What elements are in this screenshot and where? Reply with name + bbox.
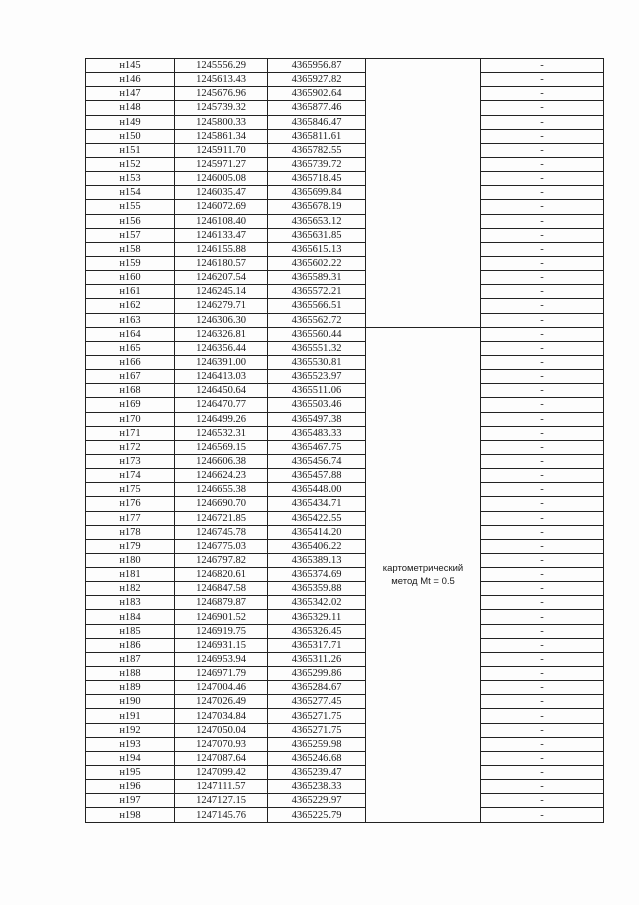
table-row <box>86 539 604 553</box>
method-cell <box>366 327 481 822</box>
point-name-cell: н151 <box>86 143 175 157</box>
y-coordinate-cell: 4365406.22 <box>268 539 366 553</box>
dash-cell: - <box>481 539 604 553</box>
y-coordinate-cell: 4365653.12 <box>268 214 366 228</box>
y-coordinate-cell: 4365238.33 <box>268 780 366 794</box>
table-row <box>86 751 604 765</box>
y-coordinate-cell: 4365699.84 <box>268 186 366 200</box>
x-coordinate-cell: 1246745.78 <box>175 525 268 539</box>
coordinates-table <box>85 58 604 823</box>
y-coordinate-cell: 4365503.46 <box>268 398 366 412</box>
table-row <box>86 370 604 384</box>
y-coordinate-cell: 4365678.19 <box>268 200 366 214</box>
x-coordinate-cell: 1245861.34 <box>175 129 268 143</box>
point-name-cell: н148 <box>86 101 175 115</box>
point-name-cell: н168 <box>86 384 175 398</box>
point-name-cell: н193 <box>86 737 175 751</box>
table-row <box>86 681 604 695</box>
table-row <box>86 568 604 582</box>
point-name-cell: н162 <box>86 299 175 313</box>
x-coordinate-cell: 1245971.27 <box>175 157 268 171</box>
y-coordinate-cell: 4365530.81 <box>268 355 366 369</box>
y-coordinate-cell: 4365434.71 <box>268 497 366 511</box>
x-coordinate-cell: 1246499.26 <box>175 412 268 426</box>
y-coordinate-cell: 4365782.55 <box>268 143 366 157</box>
y-coordinate-cell: 4365271.75 <box>268 723 366 737</box>
y-coordinate-cell: 4365589.31 <box>268 271 366 285</box>
table-row <box>86 256 604 270</box>
y-coordinate-cell: 4365414.20 <box>268 525 366 539</box>
x-coordinate-cell: 1246356.44 <box>175 341 268 355</box>
point-name-cell: н154 <box>86 186 175 200</box>
dash-cell: - <box>481 737 604 751</box>
point-name-cell: н179 <box>86 539 175 553</box>
dash-cell: - <box>481 525 604 539</box>
dash-cell: - <box>481 610 604 624</box>
point-name-cell: н194 <box>86 751 175 765</box>
point-name-cell: н198 <box>86 808 175 822</box>
point-name-cell: н186 <box>86 638 175 652</box>
x-coordinate-cell: 1246624.23 <box>175 469 268 483</box>
x-coordinate-cell: 1245739.32 <box>175 101 268 115</box>
x-coordinate-cell: 1245613.43 <box>175 73 268 87</box>
x-coordinate-cell: 1246279.71 <box>175 299 268 313</box>
y-coordinate-cell: 4365902.64 <box>268 87 366 101</box>
table-row <box>86 214 604 228</box>
y-coordinate-cell: 4365284.67 <box>268 681 366 695</box>
dash-cell: - <box>481 624 604 638</box>
x-coordinate-cell: 1246391.00 <box>175 355 268 369</box>
table-row <box>86 59 604 73</box>
x-coordinate-cell: 1246901.52 <box>175 610 268 624</box>
point-name-cell: н187 <box>86 652 175 666</box>
y-coordinate-cell: 4365551.32 <box>268 341 366 355</box>
x-coordinate-cell: 1246690.70 <box>175 497 268 511</box>
dash-cell: - <box>481 214 604 228</box>
point-name-cell: н157 <box>86 228 175 242</box>
dash-cell: - <box>481 143 604 157</box>
table-row <box>86 426 604 440</box>
point-name-cell: н165 <box>86 341 175 355</box>
point-name-cell: н167 <box>86 370 175 384</box>
dash-cell: - <box>481 469 604 483</box>
table-row <box>86 384 604 398</box>
dash-cell: - <box>481 285 604 299</box>
dash-cell: - <box>481 454 604 468</box>
x-coordinate-cell: 1245556.29 <box>175 59 268 73</box>
y-coordinate-cell: 4365718.45 <box>268 172 366 186</box>
dash-cell: - <box>481 370 604 384</box>
y-coordinate-cell: 4365739.72 <box>268 157 366 171</box>
dash-cell: - <box>481 398 604 412</box>
method-label-line2: метод Mt = 0.5 <box>391 575 455 587</box>
y-coordinate-cell: 4365342.02 <box>268 596 366 610</box>
point-name-cell: н156 <box>86 214 175 228</box>
table-row <box>86 737 604 751</box>
table-row <box>86 355 604 369</box>
y-coordinate-cell: 4365811.61 <box>268 129 366 143</box>
x-coordinate-cell: 1246953.94 <box>175 652 268 666</box>
dash-cell: - <box>481 681 604 695</box>
y-coordinate-cell: 4365422.55 <box>268 511 366 525</box>
x-coordinate-cell: 1246655.38 <box>175 483 268 497</box>
y-coordinate-cell: 4365927.82 <box>268 73 366 87</box>
table-row <box>86 624 604 638</box>
x-coordinate-cell: 1245800.33 <box>175 115 268 129</box>
table-row <box>86 285 604 299</box>
point-name-cell: н161 <box>86 285 175 299</box>
table-row <box>86 412 604 426</box>
x-coordinate-cell: 1246450.64 <box>175 384 268 398</box>
x-coordinate-cell: 1246879.87 <box>175 596 268 610</box>
x-coordinate-cell: 1246721.85 <box>175 511 268 525</box>
point-name-cell: н191 <box>86 709 175 723</box>
point-name-cell: н181 <box>86 568 175 582</box>
y-coordinate-cell: 4365846.47 <box>268 115 366 129</box>
table-row <box>86 87 604 101</box>
dash-cell: - <box>481 59 604 73</box>
dash-cell: - <box>481 101 604 115</box>
y-coordinate-cell: 4365956.87 <box>268 59 366 73</box>
table-row <box>86 596 604 610</box>
dash-cell: - <box>481 723 604 737</box>
x-coordinate-cell: 1245911.70 <box>175 143 268 157</box>
table-row <box>86 299 604 313</box>
x-coordinate-cell: 1247127.15 <box>175 794 268 808</box>
x-coordinate-cell: 1246133.47 <box>175 228 268 242</box>
y-coordinate-cell: 4365359.88 <box>268 582 366 596</box>
dash-cell: - <box>481 652 604 666</box>
y-coordinate-cell: 4365456.74 <box>268 454 366 468</box>
dash-cell: - <box>481 299 604 313</box>
x-coordinate-cell: 1247099.42 <box>175 766 268 780</box>
y-coordinate-cell: 4365497.38 <box>268 412 366 426</box>
table-row <box>86 200 604 214</box>
x-coordinate-cell: 1246207.54 <box>175 271 268 285</box>
point-name-cell: н159 <box>86 256 175 270</box>
point-name-cell: н184 <box>86 610 175 624</box>
y-coordinate-cell: 4365225.79 <box>268 808 366 822</box>
table-row <box>86 440 604 454</box>
y-coordinate-cell: 4365457.88 <box>268 469 366 483</box>
point-name-cell: н166 <box>86 355 175 369</box>
y-coordinate-cell: 4365374.69 <box>268 568 366 582</box>
point-name-cell: н185 <box>86 624 175 638</box>
dash-cell: - <box>481 271 604 285</box>
point-name-cell: н197 <box>86 794 175 808</box>
table-row <box>86 454 604 468</box>
dash-cell: - <box>481 341 604 355</box>
point-name-cell: н174 <box>86 469 175 483</box>
dash-cell: - <box>481 313 604 327</box>
dash-cell: - <box>481 808 604 822</box>
y-coordinate-cell: 4365523.97 <box>268 370 366 384</box>
dash-cell: - <box>481 596 604 610</box>
y-coordinate-cell: 4365615.13 <box>268 242 366 256</box>
x-coordinate-cell: 1246820.61 <box>175 568 268 582</box>
x-coordinate-cell: 1246005.08 <box>175 172 268 186</box>
table-row <box>86 157 604 171</box>
dash-cell: - <box>481 511 604 525</box>
dash-cell: - <box>481 172 604 186</box>
x-coordinate-cell: 1246180.57 <box>175 256 268 270</box>
table-row <box>86 794 604 808</box>
y-coordinate-cell: 4365259.98 <box>268 737 366 751</box>
dash-cell: - <box>481 327 604 341</box>
y-coordinate-cell: 4365317.71 <box>268 638 366 652</box>
point-name-cell: н146 <box>86 73 175 87</box>
y-coordinate-cell: 4365271.75 <box>268 709 366 723</box>
dash-cell: - <box>481 256 604 270</box>
table-row <box>86 228 604 242</box>
dash-cell: - <box>481 794 604 808</box>
point-name-cell: н172 <box>86 440 175 454</box>
point-name-cell: н196 <box>86 780 175 794</box>
table-row <box>86 723 604 737</box>
y-coordinate-cell: 4365566.51 <box>268 299 366 313</box>
table-row <box>86 172 604 186</box>
table-row <box>86 242 604 256</box>
x-coordinate-cell: 1246606.38 <box>175 454 268 468</box>
dash-cell: - <box>481 200 604 214</box>
coordinates-table-body <box>86 59 604 823</box>
y-coordinate-cell: 4365299.86 <box>268 667 366 681</box>
point-name-cell: н163 <box>86 313 175 327</box>
point-name-cell: н183 <box>86 596 175 610</box>
point-name-cell: н173 <box>86 454 175 468</box>
table-row <box>86 652 604 666</box>
dash-cell: - <box>481 766 604 780</box>
x-coordinate-cell: 1246306.30 <box>175 313 268 327</box>
table-row <box>86 129 604 143</box>
point-name-cell: н170 <box>86 412 175 426</box>
x-coordinate-cell: 1246470.77 <box>175 398 268 412</box>
table-row <box>86 695 604 709</box>
dash-cell: - <box>481 87 604 101</box>
x-coordinate-cell: 1246797.82 <box>175 553 268 567</box>
table-row <box>86 341 604 355</box>
point-name-cell: н192 <box>86 723 175 737</box>
table-row <box>86 101 604 115</box>
y-coordinate-cell: 4365246.68 <box>268 751 366 765</box>
x-coordinate-cell: 1247111.57 <box>175 780 268 794</box>
point-name-cell: н169 <box>86 398 175 412</box>
x-coordinate-cell: 1246532.31 <box>175 426 268 440</box>
x-coordinate-cell: 1247050.04 <box>175 723 268 737</box>
x-coordinate-cell: 1246108.40 <box>175 214 268 228</box>
x-coordinate-cell: 1245676.96 <box>175 87 268 101</box>
y-coordinate-cell: 4365572.21 <box>268 285 366 299</box>
dash-cell: - <box>481 553 604 567</box>
point-name-cell: н171 <box>86 426 175 440</box>
x-coordinate-cell: 1246971.79 <box>175 667 268 681</box>
table-row <box>86 709 604 723</box>
dash-cell: - <box>481 751 604 765</box>
y-coordinate-cell: 4365560.44 <box>268 327 366 341</box>
dash-cell: - <box>481 412 604 426</box>
table-row <box>86 469 604 483</box>
x-coordinate-cell: 1246847.58 <box>175 582 268 596</box>
dash-cell: - <box>481 483 604 497</box>
x-coordinate-cell: 1247145.76 <box>175 808 268 822</box>
point-name-cell: н177 <box>86 511 175 525</box>
x-coordinate-cell: 1246569.15 <box>175 440 268 454</box>
dash-cell: - <box>481 157 604 171</box>
dash-cell: - <box>481 426 604 440</box>
x-coordinate-cell: 1246245.14 <box>175 285 268 299</box>
point-name-cell: н182 <box>86 582 175 596</box>
dash-cell: - <box>481 384 604 398</box>
table-row <box>86 553 604 567</box>
y-coordinate-cell: 4365562.72 <box>268 313 366 327</box>
point-name-cell: н147 <box>86 87 175 101</box>
table-row <box>86 271 604 285</box>
point-name-cell: н152 <box>86 157 175 171</box>
table-row <box>86 667 604 681</box>
x-coordinate-cell: 1246035.47 <box>175 186 268 200</box>
table-row <box>86 766 604 780</box>
point-name-cell: н149 <box>86 115 175 129</box>
method-cell-empty <box>366 59 481 328</box>
x-coordinate-cell: 1246072.69 <box>175 200 268 214</box>
x-coordinate-cell: 1246919.75 <box>175 624 268 638</box>
point-name-cell: н164 <box>86 327 175 341</box>
dash-cell: - <box>481 440 604 454</box>
y-coordinate-cell: 4365239.47 <box>268 766 366 780</box>
dash-cell: - <box>481 568 604 582</box>
dash-cell: - <box>481 497 604 511</box>
dash-cell: - <box>481 695 604 709</box>
point-name-cell: н188 <box>86 667 175 681</box>
point-name-cell: н150 <box>86 129 175 143</box>
table-row <box>86 511 604 525</box>
dash-cell: - <box>481 709 604 723</box>
dash-cell: - <box>481 115 604 129</box>
y-coordinate-cell: 4365448.00 <box>268 483 366 497</box>
table-row <box>86 525 604 539</box>
y-coordinate-cell: 4365877.46 <box>268 101 366 115</box>
table-row <box>86 186 604 200</box>
dash-cell: - <box>481 242 604 256</box>
point-name-cell: н176 <box>86 497 175 511</box>
x-coordinate-cell: 1246155.88 <box>175 242 268 256</box>
point-name-cell: н175 <box>86 483 175 497</box>
point-name-cell: н153 <box>86 172 175 186</box>
y-coordinate-cell: 4365389.13 <box>268 553 366 567</box>
table-row <box>86 780 604 794</box>
table-row <box>86 115 604 129</box>
method-label-line1: картометрический <box>382 562 464 574</box>
dash-cell: - <box>481 667 604 681</box>
y-coordinate-cell: 4365467.75 <box>268 440 366 454</box>
x-coordinate-cell: 1246775.03 <box>175 539 268 553</box>
point-name-cell: н160 <box>86 271 175 285</box>
dash-cell: - <box>481 129 604 143</box>
point-name-cell: н145 <box>86 59 175 73</box>
y-coordinate-cell: 4365631.85 <box>268 228 366 242</box>
y-coordinate-cell: 4365229.97 <box>268 794 366 808</box>
y-coordinate-cell: 4365483.33 <box>268 426 366 440</box>
table-row <box>86 582 604 596</box>
x-coordinate-cell: 1246326.81 <box>175 327 268 341</box>
y-coordinate-cell: 4365511.06 <box>268 384 366 398</box>
table-row <box>86 73 604 87</box>
point-name-cell: н195 <box>86 766 175 780</box>
point-name-cell: н158 <box>86 242 175 256</box>
y-coordinate-cell: 4365602.22 <box>268 256 366 270</box>
point-name-cell: н155 <box>86 200 175 214</box>
table-row <box>86 610 604 624</box>
x-coordinate-cell: 1246931.15 <box>175 638 268 652</box>
point-name-cell: н180 <box>86 553 175 567</box>
dash-cell: - <box>481 228 604 242</box>
x-coordinate-cell: 1247004.46 <box>175 681 268 695</box>
table-row <box>86 313 604 327</box>
table-row <box>86 327 604 341</box>
table-row <box>86 143 604 157</box>
table-row <box>86 398 604 412</box>
table-row <box>86 808 604 822</box>
table-row <box>86 638 604 652</box>
table-row <box>86 497 604 511</box>
y-coordinate-cell: 4365326.45 <box>268 624 366 638</box>
dash-cell: - <box>481 355 604 369</box>
point-name-cell: н190 <box>86 695 175 709</box>
y-coordinate-cell: 4365277.45 <box>268 695 366 709</box>
dash-cell: - <box>481 638 604 652</box>
dash-cell: - <box>481 582 604 596</box>
dash-cell: - <box>481 73 604 87</box>
x-coordinate-cell: 1246413.03 <box>175 370 268 384</box>
table-row <box>86 483 604 497</box>
y-coordinate-cell: 4365329.11 <box>268 610 366 624</box>
x-coordinate-cell: 1247034.84 <box>175 709 268 723</box>
point-name-cell: н178 <box>86 525 175 539</box>
x-coordinate-cell: 1247026.49 <box>175 695 268 709</box>
dash-cell: - <box>481 780 604 794</box>
point-name-cell: н189 <box>86 681 175 695</box>
x-coordinate-cell: 1247087.64 <box>175 751 268 765</box>
x-coordinate-cell: 1247070.93 <box>175 737 268 751</box>
dash-cell: - <box>481 186 604 200</box>
y-coordinate-cell: 4365311.26 <box>268 652 366 666</box>
